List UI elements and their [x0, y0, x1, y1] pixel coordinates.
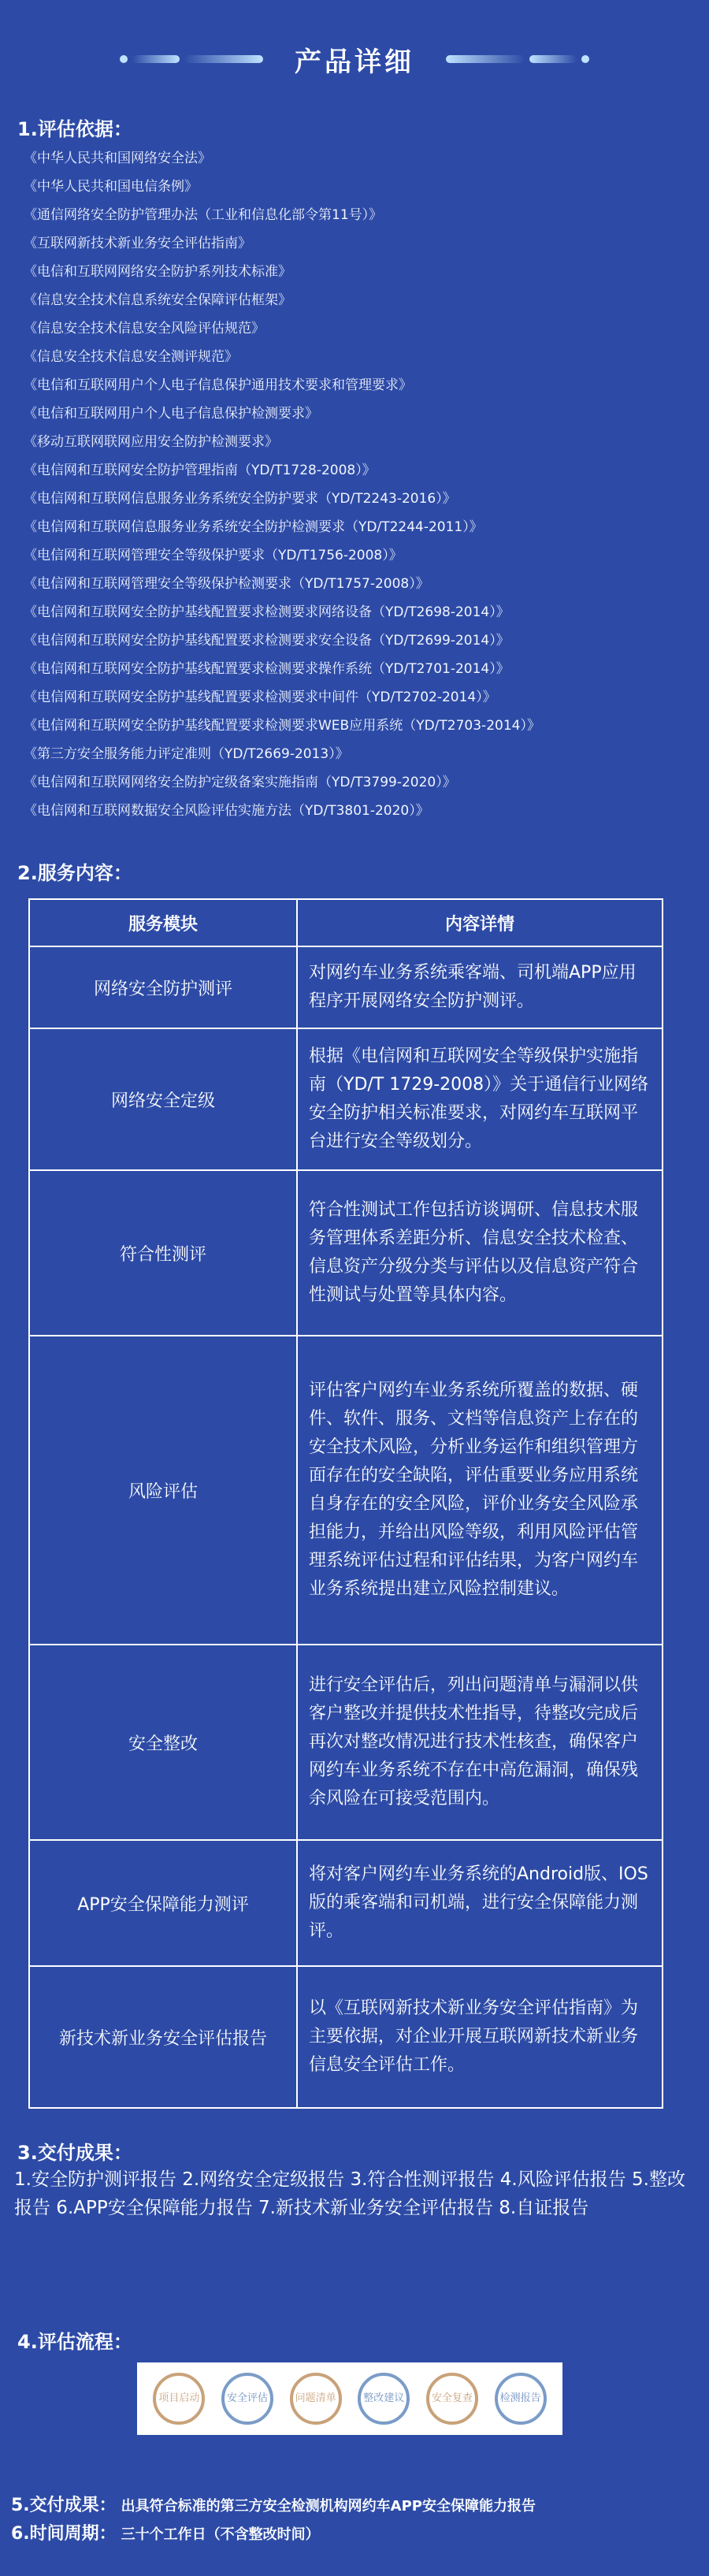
basis-list-item: 《电信网和互联网数据安全风险评估实施方法（YD/T3801-2020）》 — [24, 803, 429, 819]
table-row — [29, 1028, 663, 1170]
basis-list-item: 《中华人民共和国网络安全法》 — [24, 151, 211, 166]
basis-list-item: 《电信网和互联网管理安全等级保护检测要求（YD/T1757-2008）》 — [24, 576, 429, 592]
service-module: 网络安全定级 — [29, 1028, 297, 1170]
basis-list-item: 《电信和互联网用户个人电子信息保护通用技术要求和管理要求》 — [24, 377, 412, 393]
process-step-label: 检测 — [499, 2392, 521, 2404]
services-table — [28, 898, 663, 2109]
process-step-label: 清单 — [315, 2392, 336, 2404]
process-step — [426, 2373, 478, 2425]
service-detail: 符合性测试工作包括访谈调研、信息技术服务管理体系差距分析、信息安全技术检查、信息资产分级分类与评估以及信息资产符合性测试与处置等具体内容。 — [297, 1170, 663, 1336]
basis-list-item: 《电信和互联网网络安全防护系列技术标准》 — [24, 264, 291, 280]
section-basis-heading: 1.评估依据： — [17, 118, 132, 140]
service-module: 新技术新业务安全评估报告 — [29, 1966, 297, 2108]
basis-list-item: 《信息安全技术信息安全测评规范》 — [24, 349, 238, 365]
basis-list-item: 《互联网新技术新业务安全评估指南》 — [24, 236, 251, 251]
basis-list-item: 《电信网和互联网信息服务业务系统安全防护要求（YD/T2243-2016）》 — [24, 491, 456, 507]
basis-list-item: 《移动互联网联网应用安全防护检测要求》 — [24, 434, 278, 450]
basis-list-item: 《电信网和互联网管理安全等级保护要求（YD/T1756-2008）》 — [24, 548, 403, 563]
basis-list-item: 《中华人民共和国电信条例》 — [24, 179, 198, 195]
basis-list-item: 《通信网络安全防护管理办法（工业和信息化部令第11号）》 — [24, 207, 383, 223]
timeline — [11, 2520, 320, 2544]
process-step — [495, 2373, 547, 2425]
process-step-label: 问题 — [295, 2392, 316, 2404]
section-services-heading: 2.服务内容： — [17, 862, 132, 884]
timeline-label: 6.时间周期： — [11, 2524, 117, 2544]
table-row — [29, 1645, 663, 1840]
service-detail: 根据《电信网和互联网安全等级保护实施指南（YD/T 1729-2008）》关于通信行业网络安全防护相关标准要求，对网约车互联网平台进行安全等级划分。 — [297, 1028, 663, 1170]
section-process-heading: 4.评估流程： — [17, 2331, 132, 2353]
basis-list-item: 《电信和互联网用户个人电子信息保护检测要求》 — [24, 406, 318, 422]
page-header — [0, 24, 709, 95]
process-step-label: 项目 — [158, 2392, 180, 2404]
service-module: 安全整改 — [29, 1645, 297, 1840]
basis-list-item: 《电信网和互联网安全防护基线配置要求检测要求网络设备（YD/T2698-2014）》 — [24, 604, 510, 620]
timeline-text: 三十个工作日（不含整改时间） — [121, 2526, 320, 2543]
service-module: 网络安全防护测评 — [29, 946, 297, 1028]
process-step — [221, 2373, 273, 2425]
process-step — [290, 2373, 342, 2425]
process-flow — [137, 2362, 562, 2435]
basis-list-item: 《第三方安全服务能力评定准则（YD/T2669-2013）》 — [24, 746, 349, 762]
process-step-label: 安全 — [431, 2392, 452, 2404]
deliverable-summary-text: 出具符合标准的第三方安全检测机构网约车APP安全保障能力报告 — [121, 2498, 536, 2515]
service-detail: 评估客户网约车业务系统所覆盖的数据、硬件、软件、服务、文档等信息资产上存在的安全技术风险，分析业务运作和组织管理方面存在的安全缺陷，评估重要业务应用系统自身存在的安全风险，评价业务安全风险承担能力，并给出风险等级，利用风险评估管理系统评估过程和评估结果，为客户网约车业务系统提出建立风险控制建议。 — [297, 1336, 663, 1645]
table-row — [29, 946, 663, 1028]
basis-list-item: 《电信网和互联网安全防护基线配置要求检测要求WEB应用系统（YD/T2703-2014）》 — [24, 718, 540, 734]
basis-list-item: 《电信网和互联网安全防护基线配置要求检测要求中间件（YD/T2702-2014）》 — [24, 690, 496, 705]
header-right-decoration — [446, 55, 589, 63]
basis-list-item: 《信息安全技术信息系统安全保障评估框架》 — [24, 292, 291, 308]
process-step-label: 报告 — [520, 2392, 541, 2404]
process-step-label: 安全 — [226, 2392, 247, 2404]
table-row — [29, 1966, 663, 2108]
table-row — [29, 1170, 663, 1336]
basis-list-item: 《电信网和互联网网络安全防护定级备案实施指南（YD/T3799-2020）》 — [24, 775, 456, 790]
deliverables-text: 1.安全防护测评报告 2.网络安全定级报告 3.符合性测评报告 4.风险评估报告 5.整改报告 6.APP安全保障能力报告 7.新技术新业务安全评估报告 8.自证报告 — [14, 2169, 685, 2218]
column-header-module: 服务模块 — [29, 899, 297, 946]
header-left-decoration — [120, 55, 263, 63]
column-header-detail: 内容详情 — [297, 899, 663, 946]
process-step — [358, 2373, 410, 2425]
service-module: 风险评估 — [29, 1336, 297, 1645]
service-module: APP安全保障能力测评 — [29, 1840, 297, 1966]
deliverable-summary-label: 5.交付成果： — [11, 2496, 117, 2515]
basis-list-item: 《信息安全技术信息安全风险评估规范》 — [24, 321, 265, 336]
basis-list-item: 《电信网和互联网安全防护管理指南（YD/T1728-2008）》 — [24, 463, 376, 478]
service-detail: 对网约车业务系统乘客端、司机端APP应用程序开展网络安全防护测评。 — [297, 946, 663, 1028]
deliverable-summary — [11, 2492, 536, 2516]
basis-list-item: 《电信网和互联网安全防护基线配置要求检测要求操作系统（YD/T2701-2014）》 — [24, 661, 510, 677]
section-deliverables-heading: 3.交付成果： — [17, 2142, 132, 2164]
process-step — [153, 2373, 205, 2425]
table-row — [29, 1336, 663, 1645]
process-step-label: 整改 — [363, 2392, 384, 2404]
process-step-label: 复查 — [451, 2392, 473, 2404]
service-detail: 进行安全评估后，列出问题清单与漏洞以供客户整改并提供技术性指导，待整改完成后再次对整改情况进行技术性核查，确保客户网约车业务系统不存在中高危漏洞，确保残余风险在可接受范围内。 — [297, 1645, 663, 1840]
page-title: 产品详细 — [295, 46, 414, 78]
service-module: 符合性测评 — [29, 1170, 297, 1336]
service-detail: 以《互联网新技术新业务安全评估指南》为主要依据，对企业开展互联网新技术新业务信息安全评估工作。 — [297, 1966, 663, 2108]
service-detail: 将对客户网约车业务系统的Android版、IOS版的乘客端和司机端，进行安全保障能力测评。 — [297, 1840, 663, 1966]
process-step-label: 评估 — [247, 2392, 268, 2404]
basis-list-item: 《电信网和互联网安全防护基线配置要求检测要求安全设备（YD/T2699-2014）》 — [24, 633, 510, 649]
table-header-row — [29, 899, 663, 946]
table-row — [29, 1840, 663, 1966]
basis-list — [24, 144, 693, 825]
process-step-label: 启动 — [179, 2392, 200, 2404]
process-step-label: 建议 — [384, 2392, 405, 2404]
basis-list-item: 《电信网和互联网信息服务业务系统安全防护检测要求（YD/T2244-2011）》 — [24, 519, 483, 535]
